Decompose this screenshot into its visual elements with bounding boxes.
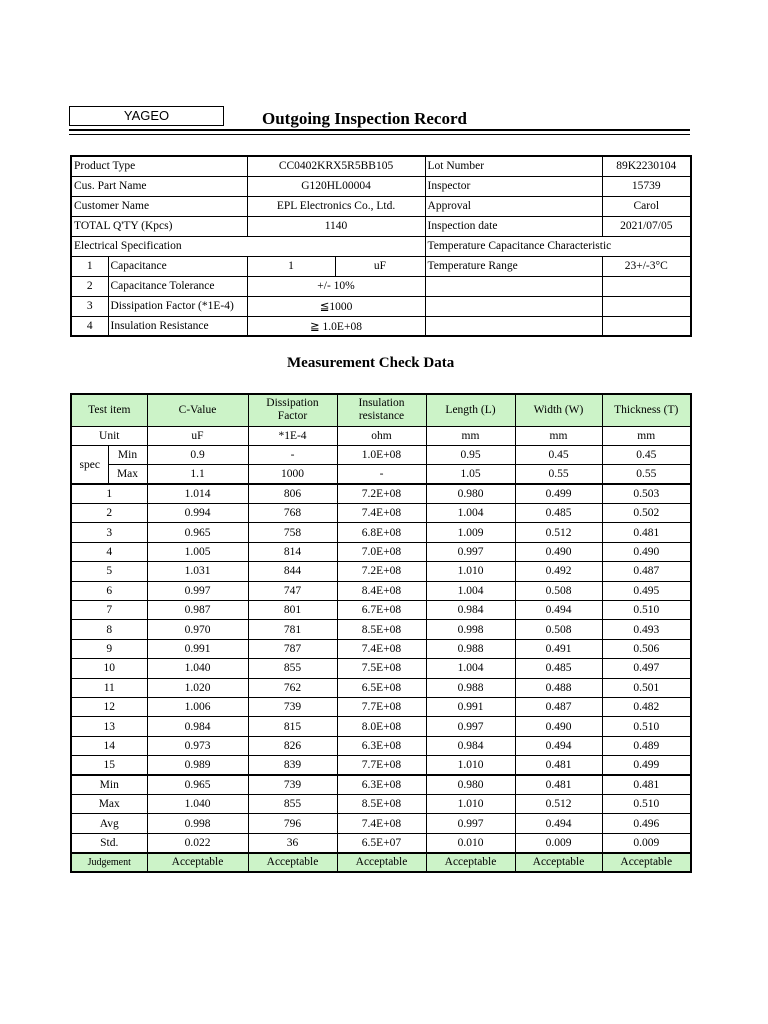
sample-row-label: 9 [71, 639, 147, 658]
data-cell: 0.965 [147, 523, 248, 542]
empty-cell [602, 276, 691, 296]
column-header: Dissipation Factor [248, 394, 337, 426]
spec-unit: uF [335, 256, 425, 276]
info-row [71, 216, 691, 236]
unit-row [71, 426, 691, 445]
sample-row-label: 3 [71, 523, 147, 542]
data-cell: 7.5E+08 [337, 659, 426, 678]
data-cell: 7.2E+08 [337, 484, 426, 503]
data-cell: 0.510 [602, 794, 691, 813]
data-cell: 0.984 [426, 601, 515, 620]
section-label: Temperature Capacitance Characteristic [425, 236, 691, 256]
document-title: Outgoing Inspection Record [262, 109, 467, 128]
data-cell: 8.5E+08 [337, 794, 426, 813]
info-label: Temperature Range [425, 256, 602, 276]
data-cell: 0.009 [515, 833, 602, 852]
data-cell: 0.482 [602, 697, 691, 716]
temp-range-value: 23+/-3°C [602, 256, 691, 276]
data-cell: 826 [248, 736, 337, 755]
title-rule-thick [69, 129, 690, 131]
spec-name: Capacitance Tolerance [108, 276, 247, 296]
data-cell: 0.510 [602, 717, 691, 736]
data-cell: 8.4E+08 [337, 581, 426, 600]
sample-row-label: 12 [71, 697, 147, 716]
info-row [71, 236, 691, 256]
data-cell: 0.998 [426, 620, 515, 639]
data-cell: 7.4E+08 [337, 814, 426, 833]
spec-cell: 0.45 [515, 445, 602, 464]
data-cell: 0.487 [515, 697, 602, 716]
sample-row-label: 4 [71, 542, 147, 561]
data-cell: 1.020 [147, 678, 248, 697]
data-cell: 1.014 [147, 484, 248, 503]
stat-row-label: Std. [71, 833, 147, 852]
data-cell: 0.487 [602, 562, 691, 581]
spec-value: ≦1000 [247, 296, 425, 316]
data-cell: 0.481 [602, 775, 691, 794]
data-cell: 806 [248, 484, 337, 503]
unit-cell: mm [602, 426, 691, 445]
data-cell: 0.493 [602, 620, 691, 639]
data-cell: 1.010 [426, 794, 515, 813]
column-header: Width (W) [515, 394, 602, 426]
header-row [71, 394, 691, 426]
data-cell: 1.006 [147, 697, 248, 716]
data-cell: 0.495 [602, 581, 691, 600]
sample-row [71, 736, 691, 755]
sample-row [71, 562, 691, 581]
sample-row-label: 14 [71, 736, 147, 755]
data-cell: 0.987 [147, 601, 248, 620]
data-cell: 0.510 [602, 601, 691, 620]
spec-row [71, 296, 691, 316]
spec-cell: 0.55 [515, 465, 602, 484]
data-cell: 0.491 [515, 639, 602, 658]
sample-row [71, 542, 691, 561]
judgement-cell: Acceptable [248, 853, 337, 872]
data-cell: 0.973 [147, 736, 248, 755]
stat-row-label: Min [71, 775, 147, 794]
sample-row-label: 11 [71, 678, 147, 697]
spec-row [71, 276, 691, 296]
data-cell: 787 [248, 639, 337, 658]
info-row [71, 196, 691, 216]
data-cell: 0.492 [515, 562, 602, 581]
stat-row [71, 775, 691, 794]
data-cell: 0.991 [147, 639, 248, 658]
data-cell: 0.506 [602, 639, 691, 658]
spec-row [71, 316, 691, 336]
data-cell: 1.004 [426, 581, 515, 600]
data-cell: 1.004 [426, 659, 515, 678]
data-cell: 0.488 [515, 678, 602, 697]
spec-name: Capacitance [108, 256, 247, 276]
sample-row-label: 2 [71, 504, 147, 523]
data-cell: 0.481 [515, 756, 602, 775]
sample-row-label: 6 [71, 581, 147, 600]
data-cell: 0.998 [147, 814, 248, 833]
data-cell: 7.7E+08 [337, 756, 426, 775]
measurement-table [70, 393, 692, 873]
data-cell: 0.508 [515, 620, 602, 639]
spec-no: 1 [71, 256, 108, 276]
unit-cell: uF [147, 426, 248, 445]
sample-row-label: 15 [71, 756, 147, 775]
data-cell: 0.508 [515, 581, 602, 600]
data-cell: 815 [248, 717, 337, 736]
data-cell: 0.501 [602, 678, 691, 697]
brand-logo-box: YAGEO [69, 106, 224, 126]
data-cell: 36 [248, 833, 337, 852]
sample-row [71, 659, 691, 678]
sample-row [71, 697, 691, 716]
sample-row [71, 523, 691, 542]
data-cell: 0.481 [602, 523, 691, 542]
data-cell: 1.005 [147, 542, 248, 561]
sample-row [71, 504, 691, 523]
data-cell: 739 [248, 697, 337, 716]
inspection-date-value: 2021/07/05 [602, 216, 691, 236]
data-cell: 0.490 [515, 717, 602, 736]
spec-max-label: Max [108, 465, 147, 484]
data-cell: 0.512 [515, 523, 602, 542]
data-cell: 768 [248, 504, 337, 523]
unit-label: Unit [71, 426, 147, 445]
info-label: Cus. Part Name [71, 176, 247, 196]
data-cell: 0.485 [515, 504, 602, 523]
data-cell: 1.010 [426, 756, 515, 775]
data-cell: 762 [248, 678, 337, 697]
spec-cell: 0.55 [602, 465, 691, 484]
sample-row [71, 678, 691, 697]
data-cell: 7.4E+08 [337, 504, 426, 523]
info-label: TOTAL Q'TY (Kpcs) [71, 216, 247, 236]
empty-cell [425, 316, 602, 336]
info-row [71, 156, 691, 176]
stat-row [71, 833, 691, 852]
spec-cell: 0.95 [426, 445, 515, 464]
data-cell: 758 [248, 523, 337, 542]
spec-value: +/- 10% [247, 276, 425, 296]
spec-cell: 1000 [248, 465, 337, 484]
data-cell: 839 [248, 756, 337, 775]
data-cell: 0.502 [602, 504, 691, 523]
data-cell: 0.997 [426, 814, 515, 833]
data-cell: 0.489 [602, 736, 691, 755]
data-cell: 0.994 [147, 504, 248, 523]
info-label: Inspection date [425, 216, 602, 236]
column-header: Test item [71, 394, 147, 426]
column-header: Length (L) [426, 394, 515, 426]
spec-min-row [71, 445, 691, 464]
sample-row [71, 484, 691, 503]
measurement-title: Measurement Check Data [287, 355, 455, 371]
data-cell: 0.980 [426, 484, 515, 503]
data-cell: 7.2E+08 [337, 562, 426, 581]
data-cell: 0.485 [515, 659, 602, 678]
data-cell: 7.7E+08 [337, 697, 426, 716]
data-cell: 6.3E+08 [337, 775, 426, 794]
judgement-cell: Acceptable [426, 853, 515, 872]
inspector-value: 15739 [602, 176, 691, 196]
spec-cell: - [248, 445, 337, 464]
sample-row-label: 5 [71, 562, 147, 581]
data-cell: 0.512 [515, 794, 602, 813]
data-cell: 8.5E+08 [337, 620, 426, 639]
lot-number-value: 89K2230104 [602, 156, 691, 176]
data-cell: 0.490 [515, 542, 602, 561]
judgement-row [71, 853, 691, 872]
sample-row [71, 601, 691, 620]
customer-value: EPL Electronics Co., Ltd. [247, 196, 425, 216]
column-header: Insulation resistance [337, 394, 426, 426]
spec-cell: 0.9 [147, 445, 248, 464]
data-cell: 6.8E+08 [337, 523, 426, 542]
data-cell: 0.499 [515, 484, 602, 503]
data-cell: 0.494 [515, 736, 602, 755]
info-label: Customer Name [71, 196, 247, 216]
data-cell: 0.997 [426, 542, 515, 561]
data-cell: 0.997 [426, 717, 515, 736]
data-cell: 6.5E+07 [337, 833, 426, 852]
product-type-value: CC0402KRX5R5BB105 [247, 156, 425, 176]
column-header: C-Value [147, 394, 248, 426]
title-rule-thin [69, 134, 690, 135]
sample-row-label: 10 [71, 659, 147, 678]
spec-no: 2 [71, 276, 108, 296]
spec-no: 4 [71, 316, 108, 336]
spec-cell: - [337, 465, 426, 484]
info-label: Product Type [71, 156, 247, 176]
data-cell: 0.490 [602, 542, 691, 561]
data-cell: 0.984 [147, 717, 248, 736]
sample-row-label: 13 [71, 717, 147, 736]
sample-row [71, 717, 691, 736]
data-cell: 0.009 [602, 833, 691, 852]
sample-row [71, 756, 691, 775]
info-label: Approval [425, 196, 602, 216]
data-cell: 6.5E+08 [337, 678, 426, 697]
sample-row-label: 7 [71, 601, 147, 620]
data-cell: 7.4E+08 [337, 639, 426, 658]
data-cell: 6.3E+08 [337, 736, 426, 755]
spec-name: Dissipation Factor (*1E-4) [108, 296, 247, 316]
stat-row-label: Avg [71, 814, 147, 833]
sample-row [71, 581, 691, 600]
total-qty-value: 1140 [247, 216, 425, 236]
info-label: Lot Number [425, 156, 602, 176]
approval-value: Carol [602, 196, 691, 216]
sample-row [71, 620, 691, 639]
info-label: Inspector [425, 176, 602, 196]
spec-min-label: Min [108, 445, 147, 464]
data-cell: 844 [248, 562, 337, 581]
data-cell: 0.010 [426, 833, 515, 852]
spec-name: Insulation Resistance [108, 316, 247, 336]
judgement-cell: Acceptable [515, 853, 602, 872]
info-row [71, 176, 691, 196]
data-cell: 0.984 [426, 736, 515, 755]
data-cell: 0.988 [426, 639, 515, 658]
judgement-cell: Acceptable [337, 853, 426, 872]
data-cell: 781 [248, 620, 337, 639]
data-cell: 6.7E+08 [337, 601, 426, 620]
data-cell: 0.494 [515, 814, 602, 833]
data-cell: 7.0E+08 [337, 542, 426, 561]
data-cell: 0.496 [602, 814, 691, 833]
cus-part-value: G120HL00004 [247, 176, 425, 196]
data-cell: 0.494 [515, 601, 602, 620]
data-cell: 1.040 [147, 659, 248, 678]
column-header: Thickness (T) [602, 394, 691, 426]
spec-row [71, 256, 691, 276]
spec-value: 1 [247, 256, 335, 276]
data-cell: 0.988 [426, 678, 515, 697]
data-cell: 1.031 [147, 562, 248, 581]
data-cell: 0.497 [602, 659, 691, 678]
data-cell: 0.997 [147, 581, 248, 600]
sample-row [71, 639, 691, 658]
sample-row-label: 1 [71, 484, 147, 503]
data-cell: 1.009 [426, 523, 515, 542]
data-cell: 0.499 [602, 756, 691, 775]
data-cell: 1.010 [426, 562, 515, 581]
data-cell: 814 [248, 542, 337, 561]
spec-value: ≧ 1.0E+08 [247, 316, 425, 336]
spec-label: spec [71, 445, 108, 484]
data-cell: 8.0E+08 [337, 717, 426, 736]
spec-cell: 1.1 [147, 465, 248, 484]
stat-row [71, 814, 691, 833]
spec-max-row [71, 465, 691, 484]
spec-no: 3 [71, 296, 108, 316]
judgement-cell: Acceptable [602, 853, 691, 872]
data-cell: 1.040 [147, 794, 248, 813]
sample-row-label: 8 [71, 620, 147, 639]
data-cell: 0.965 [147, 775, 248, 794]
data-cell: 739 [248, 775, 337, 794]
data-cell: 0.989 [147, 756, 248, 775]
section-label: Electrical Specification [71, 236, 425, 256]
spec-cell: 0.45 [602, 445, 691, 464]
data-cell: 0.481 [515, 775, 602, 794]
empty-cell [602, 296, 691, 316]
unit-cell: *1E-4 [248, 426, 337, 445]
empty-cell [425, 296, 602, 316]
empty-cell [425, 276, 602, 296]
unit-cell: mm [426, 426, 515, 445]
data-cell: 855 [248, 794, 337, 813]
stat-row [71, 794, 691, 813]
unit-cell: ohm [337, 426, 426, 445]
data-cell: 801 [248, 601, 337, 620]
unit-cell: mm [515, 426, 602, 445]
stat-row-label: Max [71, 794, 147, 813]
data-cell: 0.503 [602, 484, 691, 503]
empty-cell [602, 316, 691, 336]
product-info-table [70, 155, 692, 337]
data-cell: 0.022 [147, 833, 248, 852]
judgement-cell: Acceptable [147, 853, 248, 872]
spec-cell: 1.05 [426, 465, 515, 484]
spec-cell: 1.0E+08 [337, 445, 426, 464]
data-cell: 0.970 [147, 620, 248, 639]
judgement-label: Judgement [71, 853, 147, 872]
data-cell: 0.980 [426, 775, 515, 794]
data-cell: 1.004 [426, 504, 515, 523]
data-cell: 747 [248, 581, 337, 600]
data-cell: 0.991 [426, 697, 515, 716]
data-cell: 855 [248, 659, 337, 678]
data-cell: 796 [248, 814, 337, 833]
